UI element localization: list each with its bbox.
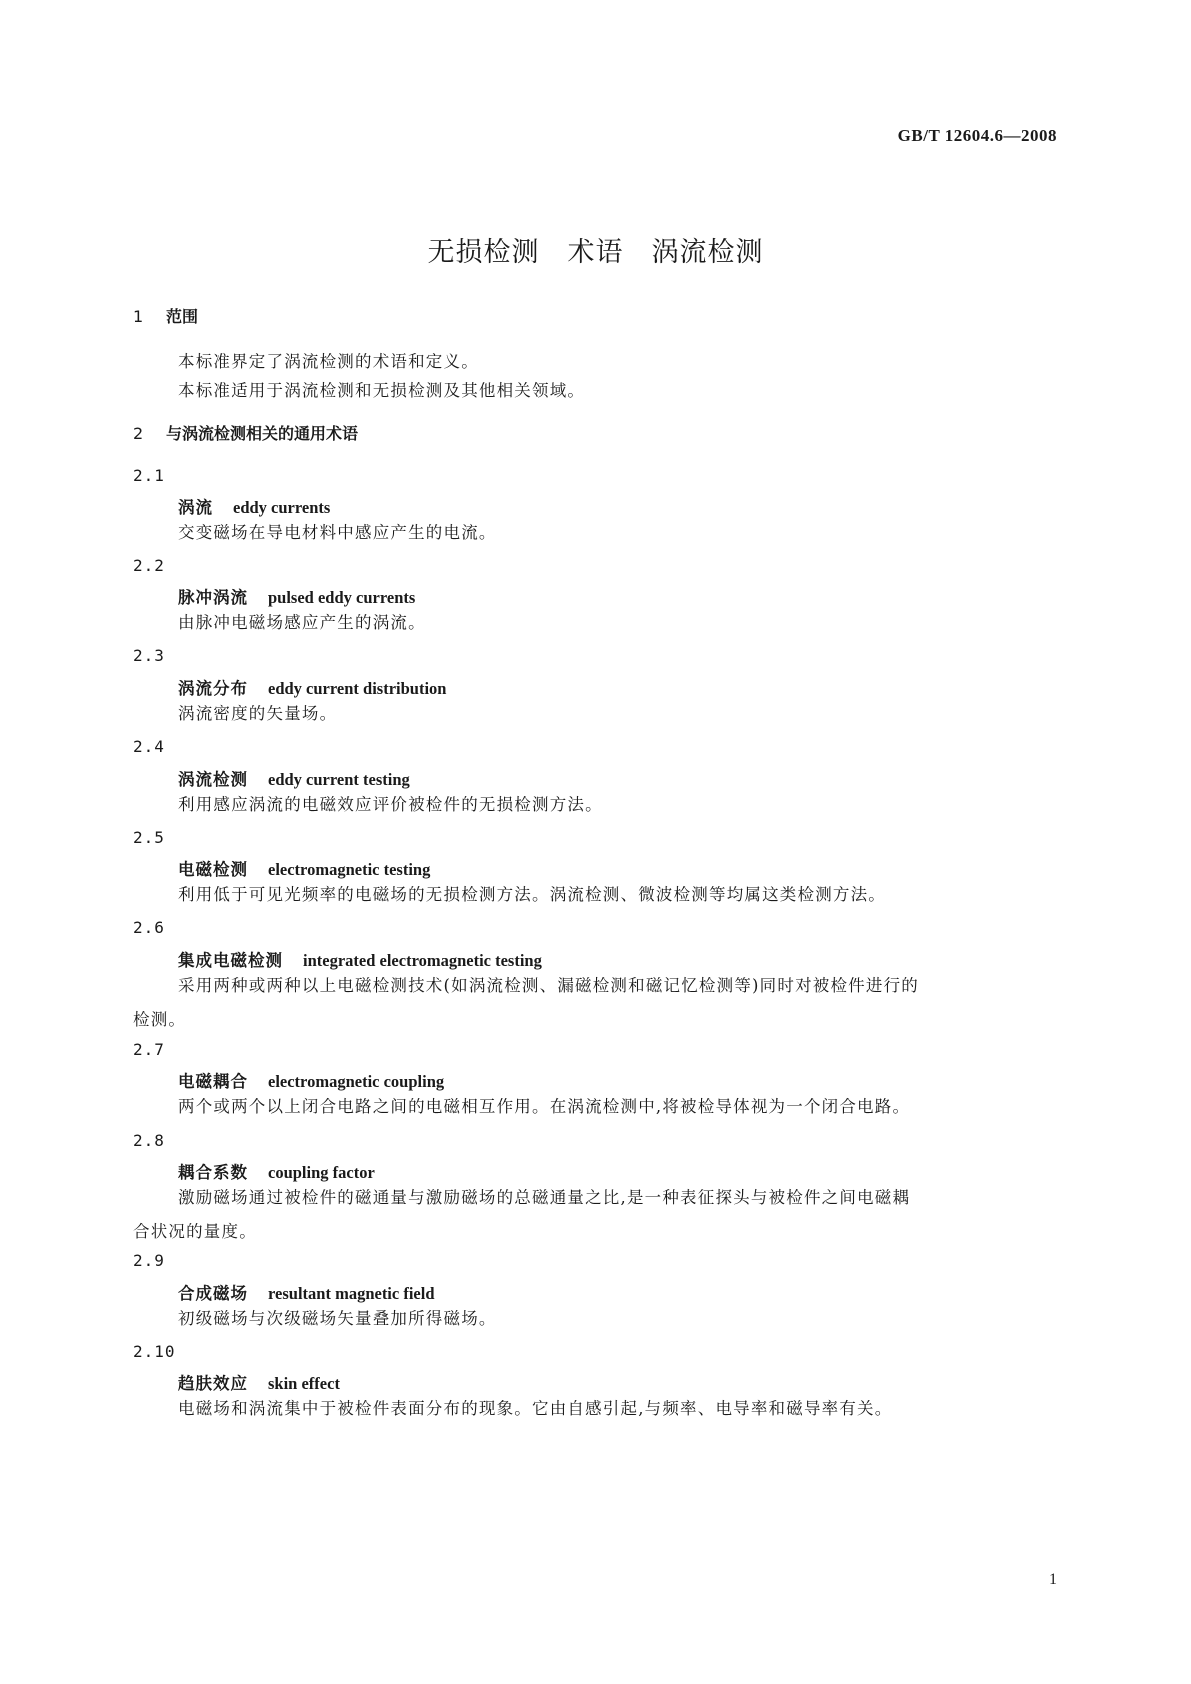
term-en: skin effect	[268, 1374, 340, 1393]
term-number: 2.4	[133, 737, 165, 756]
term-zh: 耦合系数	[178, 1163, 248, 1182]
term-en: integrated electromagnetic testing	[303, 951, 542, 970]
page-number: 1	[1049, 1571, 1057, 1588]
term-definition: 由脉冲电磁场感应产生的涡流。	[178, 613, 426, 632]
term-entry	[178, 766, 410, 790]
term-zh: 趋肤效应	[178, 1374, 248, 1393]
term-entry	[178, 1370, 340, 1394]
term-number: 2.5	[133, 828, 165, 847]
term-number: 2.8	[133, 1131, 165, 1150]
term-definition	[133, 969, 1059, 1037]
term-en: eddy current testing	[268, 770, 410, 789]
definition-line: 合状况的量度。	[133, 1222, 257, 1241]
term-number: 2.2	[133, 556, 165, 575]
term-definition: 涡流密度的矢量场。	[178, 704, 338, 723]
term-zh: 涡流	[178, 498, 213, 517]
scope-paragraph: 本标准界定了涡流检测的术语和定义。	[178, 352, 479, 371]
term-en: eddy current distribution	[268, 679, 447, 698]
term-en: pulsed eddy currents	[268, 588, 416, 607]
term-en: coupling factor	[268, 1163, 375, 1182]
term-number: 2.9	[133, 1251, 165, 1270]
definition-line: 采用两种或两种以上电磁检测技术(如涡流检测、漏磁检测和磁记忆检测等)同时对被检件进行的	[178, 976, 919, 995]
definition-line: 激励磁场通过被检件的磁通量与激励磁场的总磁通量之比,是一种表征探头与被检件之间电磁耦	[178, 1188, 911, 1207]
term-zh: 电磁耦合	[178, 1072, 248, 1091]
term-entry	[178, 1159, 375, 1183]
section-number: 1	[133, 307, 144, 326]
section-heading-scope	[133, 304, 198, 327]
term-definition: 交变磁场在导电材料中感应产生的电流。	[178, 523, 497, 542]
term-number: 2.6	[133, 918, 165, 937]
term-definition: 利用感应涡流的电磁效应评价被检件的无损检测方法。	[178, 795, 603, 814]
term-entry	[178, 947, 542, 971]
term-entry	[178, 856, 430, 880]
term-entry	[178, 1068, 444, 1092]
term-zh: 脉冲涡流	[178, 588, 248, 607]
term-en: electromagnetic testing	[268, 860, 431, 879]
term-zh: 涡流检测	[178, 770, 248, 789]
term-definition	[133, 1181, 1059, 1249]
document-title: 无损检测 术语 涡流检测	[427, 237, 764, 268]
term-number: 2.7	[133, 1040, 165, 1059]
term-en: resultant magnetic field	[268, 1284, 435, 1303]
term-en: electromagnetic coupling	[268, 1072, 445, 1091]
term-zh: 电磁检测	[178, 860, 248, 879]
term-definition: 初级磁场与次级磁场矢量叠加所得磁场。	[178, 1309, 497, 1328]
term-definition: 电磁场和涡流集中于被检件表面分布的现象。它由自感引起,与频率、电导率和磁导率有关。	[178, 1399, 893, 1418]
term-entry	[178, 494, 330, 518]
section-title: 与涡流检测相关的通用术语	[166, 424, 359, 443]
term-zh: 合成磁场	[178, 1284, 248, 1303]
term-zh: 涡流分布	[178, 679, 248, 698]
term-number: 2.3	[133, 646, 165, 665]
term-entry	[178, 675, 446, 699]
term-entry	[178, 1280, 435, 1304]
section-number: 2	[133, 424, 144, 443]
term-number: 2.1	[133, 466, 165, 485]
section-heading-general-terms	[133, 421, 358, 444]
term-entry	[178, 584, 415, 608]
section-title: 范围	[166, 307, 199, 326]
standard-code: GB/T 12604.6—2008	[897, 126, 1057, 145]
term-definition: 利用低于可见光频率的电磁场的无损检测方法。涡流检测、微波检测等均属这类检测方法。	[178, 885, 886, 904]
term-zh: 集成电磁检测	[178, 951, 283, 970]
scope-paragraph: 本标准适用于涡流检测和无损检测及其他相关领域。	[178, 381, 586, 400]
term-number: 2.10	[133, 1342, 176, 1361]
term-en: eddy currents	[233, 498, 331, 517]
definition-line: 检测。	[133, 1010, 187, 1029]
term-definition: 两个或两个以上闭合电路之间的电磁相互作用。在涡流检测中,将被检导体视为一个闭合电路。	[178, 1097, 911, 1116]
